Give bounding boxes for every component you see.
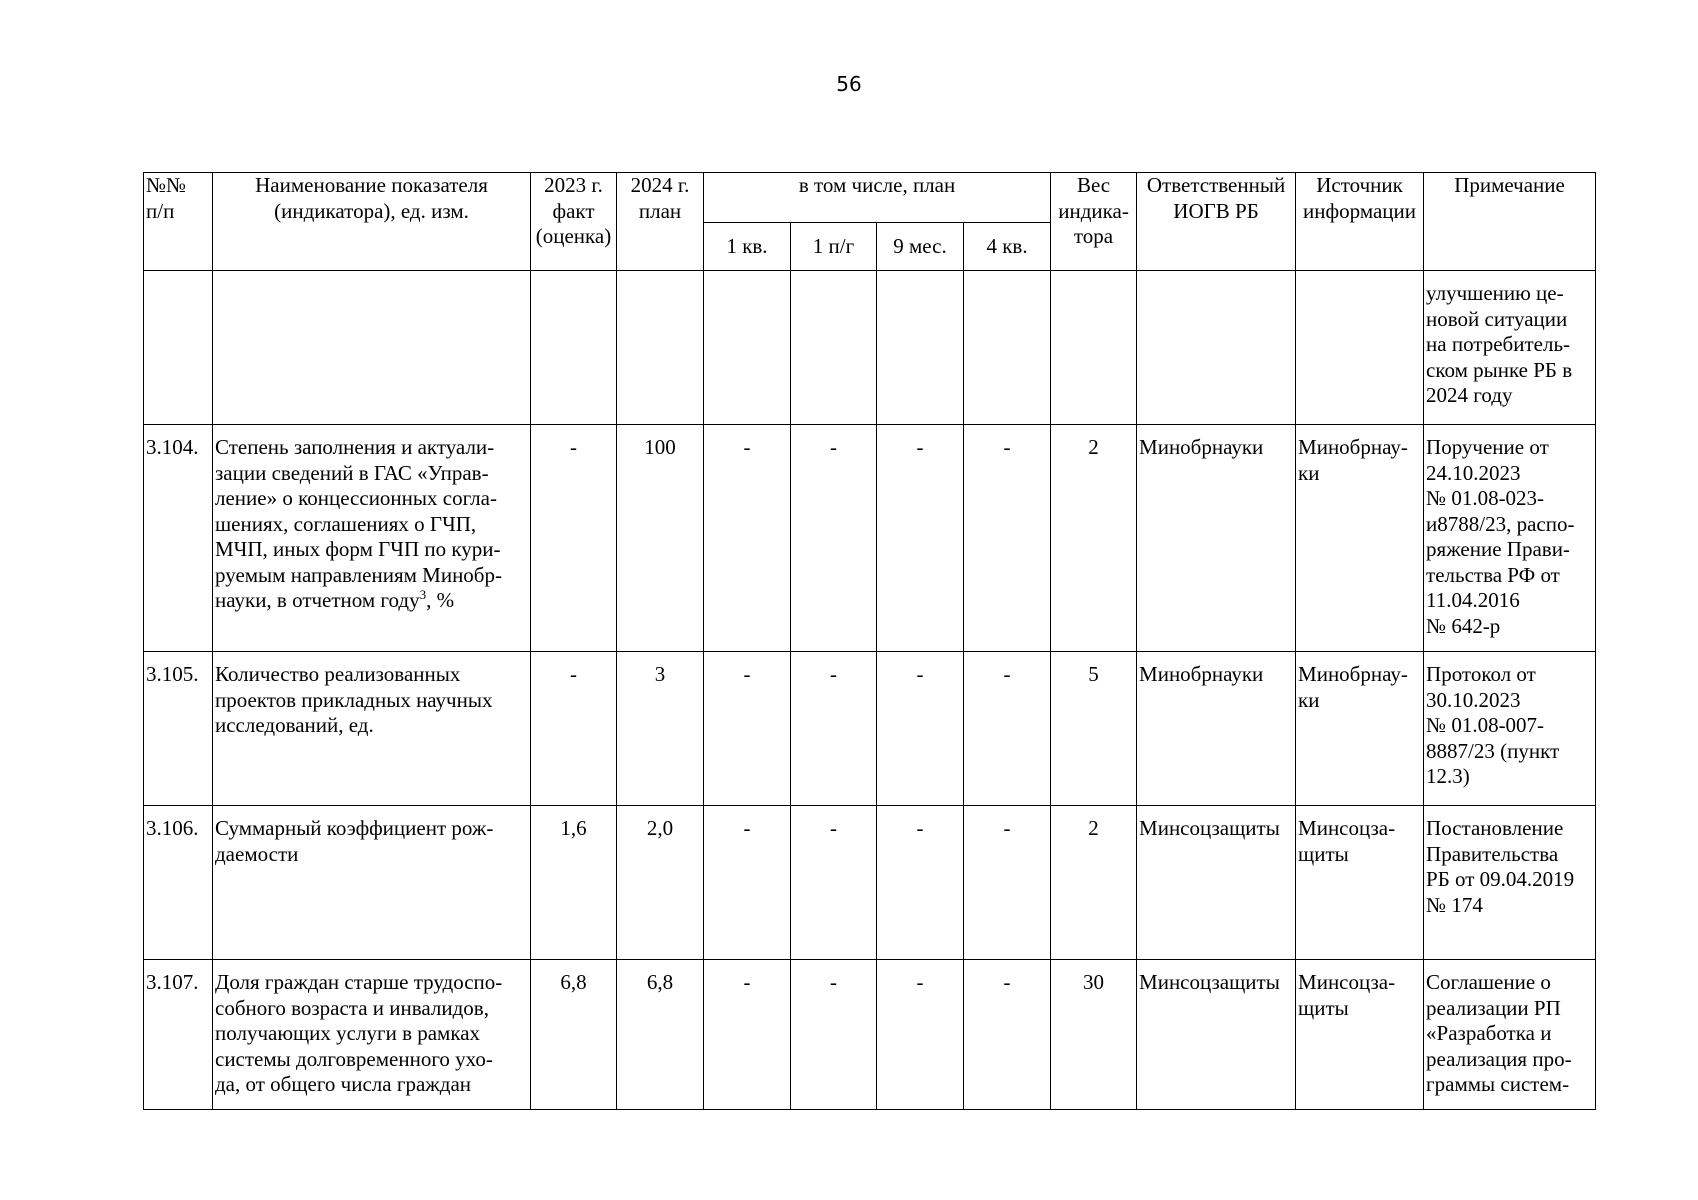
table-row — [144, 960, 1596, 1110]
cell-h1: - — [791, 425, 877, 652]
header-q1: 1 кв. — [704, 223, 791, 271]
cell-responsible: Минобрнауки — [1137, 425, 1296, 652]
cell-responsible: Минобрнауки — [1137, 652, 1296, 806]
table-row — [144, 425, 1596, 652]
cell-q1: - — [704, 425, 791, 652]
header-q4: 4 кв. — [964, 223, 1051, 271]
cell-source: Минобрнау- ки — [1296, 652, 1424, 806]
cell-num — [144, 271, 213, 425]
cell-note: Постановление Правительства РБ от 09.04.2019 № 174 — [1424, 806, 1596, 960]
cell-source — [1296, 271, 1424, 425]
cell-fact-2023: - — [531, 425, 617, 652]
cell-weight: 30 — [1051, 960, 1137, 1110]
cell-note: Протокол от 30.10.2023 № 01.08-007- 8887/23 (пункт 12.3) — [1424, 652, 1596, 806]
cell-fact-2023 — [531, 271, 617, 425]
cell-9m — [877, 271, 964, 425]
cell-h1: - — [791, 960, 877, 1110]
header-name: Наименование показателя (индикатора), ед. изм. — [213, 173, 531, 271]
table-body — [144, 271, 1596, 1110]
cell-q1: - — [704, 806, 791, 960]
cell-name — [213, 425, 531, 652]
header-h1: 1 п/г — [791, 223, 877, 271]
cell-num: 3.107. — [144, 960, 213, 1110]
header-num: №№ п/п — [144, 173, 213, 271]
cell-9m: - — [877, 806, 964, 960]
header-fact-2023: 2023 г. факт (оценка) — [531, 173, 617, 271]
cell-fact-2023: - — [531, 652, 617, 806]
header-plan-2024: 2024 г. план — [617, 173, 704, 271]
header-source: Источник информации — [1296, 173, 1424, 271]
cell-weight — [1051, 271, 1137, 425]
cell-h1: - — [791, 806, 877, 960]
cell-9m: - — [877, 425, 964, 652]
footnote-marker: 3 — [419, 587, 427, 602]
cell-plan-2024: 6,8 — [617, 960, 704, 1110]
cell-plan-2024: 100 — [617, 425, 704, 652]
cell-h1 — [791, 271, 877, 425]
cell-fact-2023: 1,6 — [531, 806, 617, 960]
cell-q1: - — [704, 960, 791, 1110]
cell-plan-2024: 2,0 — [617, 806, 704, 960]
cell-num: 3.104. — [144, 425, 213, 652]
cell-source: Минобрнау- ки — [1296, 425, 1424, 652]
table-header — [144, 173, 1596, 271]
cell-plan-2024 — [617, 271, 704, 425]
cell-name — [213, 271, 531, 425]
cell-name: Суммарный коэффициент рож- даемости — [213, 806, 531, 960]
cell-name: Доля граждан старше трудоспо- собного возраста и инвалидов, получающих услуги в рамках системы долговременного ухо- да, от общего числа граждан — [213, 960, 531, 1110]
cell-responsible: Минсоцзащиты — [1137, 806, 1296, 960]
cell-q1: - — [704, 652, 791, 806]
cell-q4: - — [964, 960, 1051, 1110]
cell-note: Поручение от 24.10.2023 № 01.08-023- и8788/23, распо- ряжение Прави- тельства РФ от 11.04.2016 № 642-р — [1424, 425, 1596, 652]
cell-responsible — [1137, 271, 1296, 425]
cell-name-text: Степень заполнения и актуали- зации сведений в ГАС «Управ- ление» о концессионных согла- шениях, соглашениях о ГЧП, МЧП, иных форм ГЧП по кури- руемым направлениям Минобр- науки, в отчетном году — [215, 435, 502, 612]
cell-responsible: Минсоцзащиты — [1137, 960, 1296, 1110]
header-including-plan: в том числе, план — [704, 173, 1051, 223]
header-9m: 9 мес. — [877, 223, 964, 271]
page-number: 56 — [836, 72, 862, 96]
header-responsible: Ответственный ИОГВ РБ — [1137, 173, 1296, 271]
cell-q4 — [964, 271, 1051, 425]
cell-weight: 5 — [1051, 652, 1137, 806]
cell-h1: - — [791, 652, 877, 806]
cell-9m: - — [877, 960, 964, 1110]
cell-q4: - — [964, 425, 1051, 652]
table-row — [144, 271, 1596, 425]
cell-source: Минсоцза- щиты — [1296, 806, 1424, 960]
cell-source: Минсоцза- щиты — [1296, 960, 1424, 1110]
cell-name: Количество реализованных проектов прикладных научных исследований, ед. — [213, 652, 531, 806]
cell-num: 3.105. — [144, 652, 213, 806]
cell-note: Соглашение о реализации РП «Разработка и реализация про- граммы систем- — [1424, 960, 1596, 1110]
cell-weight: 2 — [1051, 806, 1137, 960]
table-row — [144, 806, 1596, 960]
indicators-table — [143, 172, 1596, 1110]
cell-q4: - — [964, 806, 1051, 960]
cell-weight: 2 — [1051, 425, 1137, 652]
cell-q1 — [704, 271, 791, 425]
cell-name-unit: , % — [426, 588, 455, 612]
table-row — [144, 652, 1596, 806]
cell-q4: - — [964, 652, 1051, 806]
cell-9m: - — [877, 652, 964, 806]
cell-num: 3.106. — [144, 806, 213, 960]
cell-fact-2023: 6,8 — [531, 960, 617, 1110]
cell-note: улучшению це- новой ситуации на потребитель- ском рынке РБ в 2024 году — [1424, 271, 1596, 425]
header-note: Примечание — [1424, 173, 1596, 271]
cell-plan-2024: 3 — [617, 652, 704, 806]
header-weight: Вес индика- тора — [1051, 173, 1137, 271]
